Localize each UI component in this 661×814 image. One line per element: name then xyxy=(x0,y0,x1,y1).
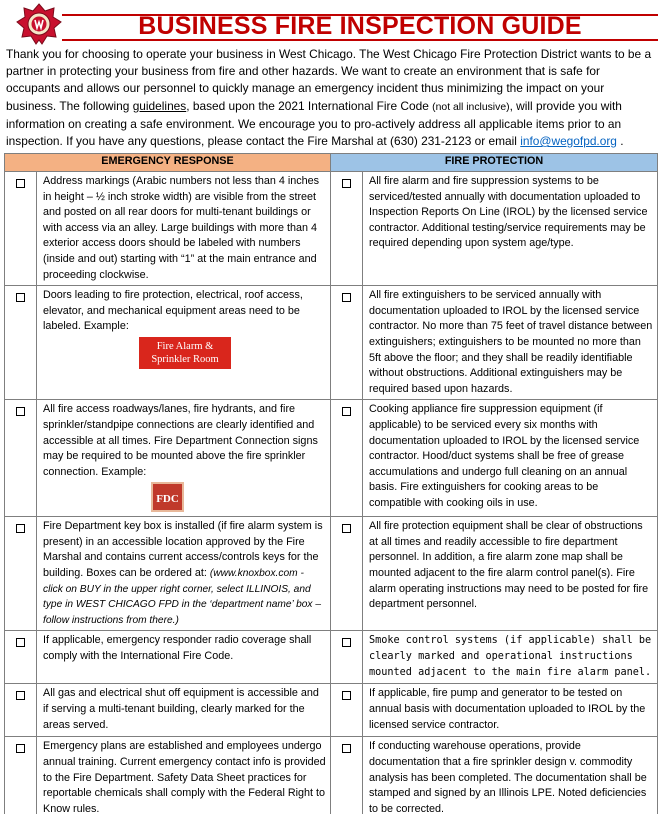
checkbox-icon[interactable] xyxy=(16,744,25,753)
protection-item: If applicable, fire pump and generator to be tested on annual basis with documentation uploaded to IROL by the licensed service contractor. xyxy=(363,684,658,737)
intro-text: Thank you for choosing to operate your business in West Chicago. The West Chicago Fire Protection District wants to be a partner in protecting your business from fire and other hazards. We want to create an environment that is safe for occupants and allows our personnel to quickly manage an emergency incident thus minimizing the impact on your business. The following xyxy=(6,47,652,113)
checkbox-cell[interactable] xyxy=(5,737,37,814)
protection-item: All fire alarm and fire suppression systems to be serviced/tested annually with documentation uploaded to Inspection Reports On Line (IROL) by the licensed service contractor. Additional testing/service requirements may be required depending upon system age/type. xyxy=(363,172,658,286)
page-header xyxy=(0,0,661,45)
checkbox-icon[interactable] xyxy=(16,638,25,647)
intro-text: , based upon the 2021 International Fire Code xyxy=(186,98,433,113)
protection-item: If conducting warehouse operations, provide documentation that a fire sprinkler design v. commodity analysis has been completed. The documentation shall be stamped and signed by an Illinois LPE. Noted deficiencies to be corrected. xyxy=(363,737,658,814)
checkbox-icon[interactable] xyxy=(342,179,351,188)
table-row xyxy=(5,286,658,400)
knoxbox-instructions: (www.knoxbox.com - click on BUY in the upper right corner, select ILLINOIS, and type in WEST CHICAGO FPD in the ‘department name’ box – follow instructions from there.) xyxy=(43,568,322,626)
intro-paragraph xyxy=(6,46,656,150)
protection-item: All fire protection equipment shall be clear of obstructions at all times and readily accessible to fire department personnel. In addition, a fire alarm zone map shall be mounted adjacent to the fire alarm control panel(s). Fire alarm operating instructions may need to be posted for fire department personnel. xyxy=(363,517,658,631)
checkbox-icon[interactable] xyxy=(342,524,351,533)
checkbox-icon[interactable] xyxy=(342,691,351,700)
emergency-item-text: Doors leading to fire protection, electrical, roof access, elevator, and mechanical equipment areas need to be labeled. Example: xyxy=(43,289,303,333)
checkbox-cell[interactable] xyxy=(5,400,37,517)
emergency-item xyxy=(37,400,331,517)
email-link[interactable]: info@wegofpd.org xyxy=(520,134,617,149)
emergency-item: Address markings (Arabic numbers not less than 4 inches in height – ½ inch stroke width) are visible from the street and posted on all rear doors for multi-tenant buildings or with access via an alley. Large buildings with more than 4 exterior access doors should be labeled with numbers (inside and out) starting with “1” at the main entrance and proceeding clockwise. xyxy=(37,172,331,286)
checkbox-cell[interactable] xyxy=(331,286,363,400)
checkbox-cell[interactable] xyxy=(5,631,37,684)
table-row xyxy=(5,684,658,737)
checkbox-cell[interactable] xyxy=(331,631,363,684)
checkbox-cell[interactable] xyxy=(331,737,363,814)
table-row xyxy=(5,517,658,631)
protection-item: Smoke control systems (if applicable) shall be clearly marked and operational instructions mounted adjacent to the main fire alarm panel. xyxy=(363,631,658,684)
emergency-item: Emergency plans are established and employees undergo annual training. Current emergency contact info is provided to the Fire Department. Safety Data Sheet practices for reportable chemicals shall comply with the Federal Right to Know rules. xyxy=(37,737,331,814)
emergency-response-header: EMERGENCY RESPONSE xyxy=(5,154,331,172)
checkbox-cell[interactable] xyxy=(331,172,363,286)
checkbox-icon[interactable] xyxy=(16,179,25,188)
guidelines-text: guidelines xyxy=(132,98,187,113)
intro-text: . xyxy=(616,134,624,149)
intro-text: , will provide you with information on creating a safe environment. We encourage you to pro-actively address all applicable items prior to an inspection. If you have any questions, please contact the Fire Marshal at (630) 231-2123 or email xyxy=(6,98,622,149)
emergency-item xyxy=(37,517,331,631)
protection-item: Cooking appliance fire suppression equipment (if applicable) to be serviced every six months with documentation uploaded to IROL by the licensed service contractor. Hood/duct systems shall be free of grease accumulations and undergo full cleaning on an annual basis. Fire extinguishers for cooking areas to be compatible with cooking oils in use. xyxy=(363,400,658,517)
table-row xyxy=(5,400,658,517)
emergency-item: If applicable, emergency responder radio coverage shall comply with the International Fire Code. xyxy=(37,631,331,684)
checkbox-icon[interactable] xyxy=(16,524,25,533)
fire-district-badge-icon xyxy=(16,3,62,45)
checkbox-icon[interactable] xyxy=(342,638,351,647)
fdc-sign: FDC xyxy=(151,482,184,512)
emergency-item xyxy=(37,286,331,400)
table-row xyxy=(5,631,658,684)
table-row xyxy=(5,737,658,814)
checkbox-cell[interactable] xyxy=(331,684,363,737)
checkbox-icon[interactable] xyxy=(16,691,25,700)
checkbox-icon[interactable] xyxy=(342,293,351,302)
checkbox-icon[interactable] xyxy=(16,407,25,416)
table-row xyxy=(5,172,658,286)
emergency-item-text: All fire access roadways/lanes, fire hydrants, and fire sprinkler/standpipe connections are clearly identified and accessible at all times. Fire Department Connection signs may be required to be mounted above the fire sprinkler connection. Example: xyxy=(43,403,318,478)
checkbox-cell[interactable] xyxy=(5,517,37,631)
page-title: BUSINESS FIRE INSPECTION GUIDE xyxy=(138,12,582,40)
fire-alarm-sprinkler-room-sign: Fire Alarm & Sprinkler Room xyxy=(139,337,231,369)
checkbox-icon[interactable] xyxy=(342,407,351,416)
checkbox-cell[interactable] xyxy=(5,286,37,400)
checkbox-icon[interactable] xyxy=(16,293,25,302)
fire-protection-header: FIRE PROTECTION xyxy=(331,154,658,172)
protection-item: All fire extinguishers to be serviced annually with documentation uploaded to IROL by the licensed service contractor. No more than 75 feet of travel distance between extinguishers; extinguishers to be mounted no more than 5ft above the floor; and they shall be readily identifiable without obstructions. Additional extinguishers may be required based upon hazards. xyxy=(363,286,658,400)
checkbox-cell[interactable] xyxy=(5,684,37,737)
checkbox-cell[interactable] xyxy=(331,517,363,631)
not-all-inclusive-note: (not all inclusive) xyxy=(432,101,510,113)
checkbox-cell[interactable] xyxy=(5,172,37,286)
column-header-row xyxy=(5,154,658,172)
emergency-item: All gas and electrical shut off equipment is accessible and if serving a multi-tenant building, clearly marked for the areas served. xyxy=(37,684,331,737)
checkbox-icon[interactable] xyxy=(342,744,351,753)
checkbox-cell[interactable] xyxy=(331,400,363,517)
emergency-item-text: Fire Department key box is installed (if fire alarm system is present) in an accessible location approved by the Fire Marshal and contains current access/controls keys for the building. Boxes can be ordered at: xyxy=(43,520,323,580)
checklist-table xyxy=(4,153,658,814)
